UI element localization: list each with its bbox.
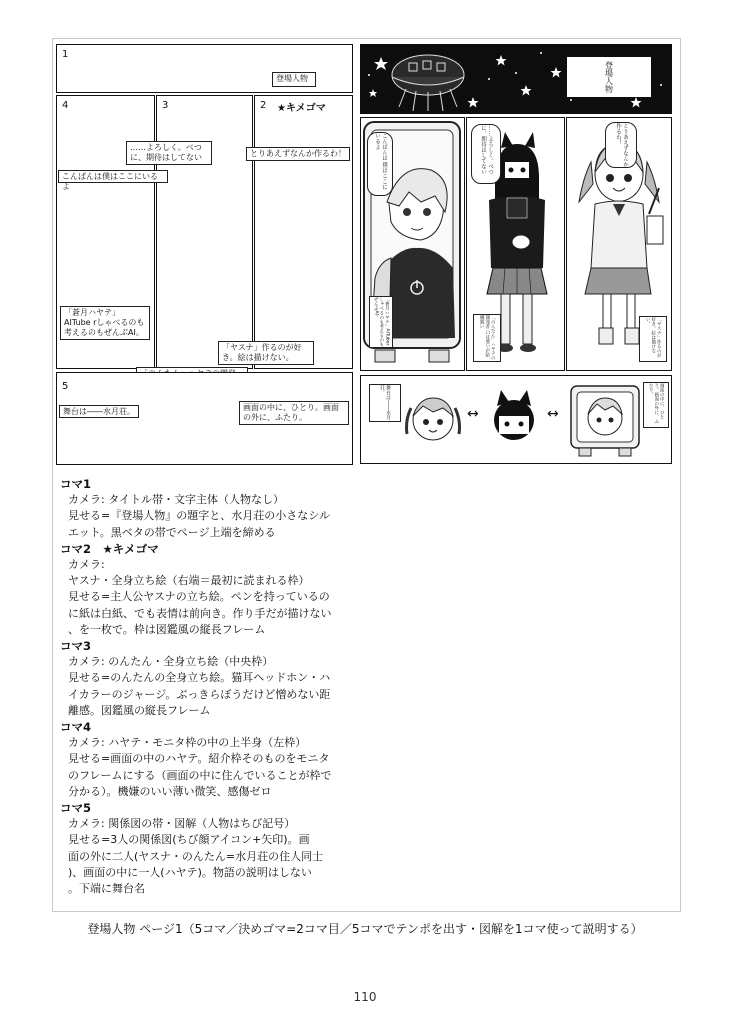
- note-line: に紙は白紙、でも表情は前向き。作り手だが描けない: [68, 606, 332, 620]
- note-heading: コマ1: [60, 477, 92, 491]
- page-caption: 登場人物 ページ1（5コマ／決めゴマ=2コマ目／5コマでテンポを出す・図解を1コマ使って説明する）: [87, 922, 643, 936]
- panel-number: 3: [162, 100, 169, 111]
- note-line: 見せる=『登場人物』の題字と、水月荘の小さなシル: [68, 509, 330, 523]
- note-line: カメラ: タイトル帯・文字主体（人物なし）: [68, 493, 284, 507]
- note-heading: コマ3: [60, 639, 92, 654]
- stage-box: 舞台は――水月荘。: [369, 384, 401, 422]
- panel-number: 4: [62, 100, 69, 111]
- note-line: 見せる=3人の関係図(ちび顔アイコン+矢印)。画: [68, 833, 310, 847]
- title-text: 登場人物: [604, 61, 614, 93]
- note-heading: コマ4: [60, 720, 92, 735]
- note-line: 見せる=主人公ヤスナの立ち絵。ペンを持っているの: [68, 590, 330, 604]
- speech-bubble: 登場人物: [272, 72, 316, 87]
- title-box: [567, 57, 651, 97]
- caption-box: 画面の中に、ひとり。画面の外に、ふたり。: [239, 401, 349, 425]
- note-line: )、画面の中に一人(ハヤテ)。物語の説明はしない: [68, 865, 312, 879]
- caption-box: 「蒼月ハヤテ」AITube rしゃべるのも考えるのもぜんぶAI。: [60, 306, 150, 340]
- speech-bubble-nontan: ……よろしく。べつに、期待はしてない: [471, 124, 501, 184]
- page-number: 110: [353, 990, 377, 1004]
- speech-bubble-yasuna: とりあえずなんか作るわ！: [605, 122, 637, 168]
- caption-box: 「ヤスナ」作るのが好き。絵は描けない。: [218, 341, 314, 365]
- panel-title: ★キメゴマ: [277, 103, 326, 114]
- panel-number: 5: [62, 381, 69, 392]
- caption-hayate: 「蒼月ハヤテ」AITuber しゃべるのも考えるのもぜんぶAI。: [369, 296, 393, 348]
- note-line: ヤスナ・全身立ち絵（右端＝最初に読まれる枠）: [68, 574, 310, 588]
- arrow-left: ↔: [467, 406, 479, 422]
- note-line: 離感。図鑑風の縦長フレーム: [68, 703, 211, 717]
- arrow-right: ↔: [547, 406, 559, 422]
- panel-number: 2: [260, 100, 267, 111]
- note-line: 面の外に二人(ヤスナ・のんたん=水月荘の住人同士: [68, 849, 324, 863]
- speech-bubble: こんばんは僕はここにいるよ: [58, 170, 168, 183]
- manga-panel-3: [466, 117, 565, 371]
- speech-bubble-hayate: こんばんは 僕はここに いるよ: [367, 132, 393, 196]
- note-line: カメラ: 関係図の帯・図解（人物はちび記号）: [68, 817, 296, 831]
- panel-number: 1: [62, 49, 69, 60]
- manga-panel-1: [360, 44, 672, 114]
- note-line: 見せる=のんたんの全身立ち絵。猫耳ヘッドホン・ハ: [68, 671, 331, 685]
- chibi-nontan-icon: [487, 388, 541, 448]
- note-line: カメラ: ハヤテ・モニタ枠の中の上半身（左枠）: [68, 736, 307, 750]
- caption-yasuna: 「ヤスナ」作るのが好き。絵は描けない。: [639, 316, 667, 362]
- note-1: [60, 476, 360, 541]
- layout-panel-1: [56, 44, 353, 93]
- note-line: イカラーのジャージ。ぶっきらぼうだけど憎めない距: [68, 687, 331, 701]
- note-line: 。下端に舞台名: [68, 882, 145, 896]
- manga-panel-5: [360, 375, 672, 464]
- caption-nontan: 「のんたん」ハヤテの開発者 口は悪いが結構鋭い: [473, 314, 501, 362]
- note-line: のフレームにする（画面の中に住んでいることが枠で: [68, 768, 332, 782]
- layout-panel-5: [56, 372, 353, 465]
- note-line: 分かる）。機嫌のいい薄い微笑、感傷ゼロ: [68, 784, 272, 798]
- tv-box: 画面の中に、ひとり。画面の外に、ふたり。: [643, 382, 669, 428]
- panel-notes: [60, 476, 360, 897]
- note-heading: コマ2 ★キメゴマ: [60, 541, 159, 556]
- manga-panel-4: [360, 117, 465, 371]
- note-line: カメラ:: [68, 558, 105, 572]
- note-line: 、を一枚で。枠は図鑑風の縦長フレーム: [68, 622, 266, 636]
- note-heading: コマ5: [60, 801, 92, 816]
- note-4: [60, 719, 360, 800]
- note-line: カメラ: のんたん・全身立ち絵（中央枠）: [68, 655, 274, 669]
- note-line: 見せる=画面の中のハヤテ。紹介枠そのものをモニタ: [68, 752, 330, 766]
- speech-bubble: ……よろしく。べつに、期待はしてない: [126, 141, 212, 165]
- chibi-yasuna-icon: [405, 390, 461, 450]
- layout-panel-3: [156, 95, 253, 369]
- chibi-hayate-tv-icon: [567, 380, 643, 460]
- note-5: [60, 800, 360, 897]
- layout-panel-2: [254, 95, 353, 369]
- speech-bubble: とりあえずなんか作るわ！: [246, 147, 350, 161]
- note-line: エット。黒ベタの帯でページ上端を締める: [68, 525, 276, 539]
- manga-panel-2: [566, 117, 672, 371]
- note-3: [60, 638, 360, 719]
- caption-box: 舞台は――水月荘。: [59, 405, 139, 418]
- note-2: [60, 541, 360, 638]
